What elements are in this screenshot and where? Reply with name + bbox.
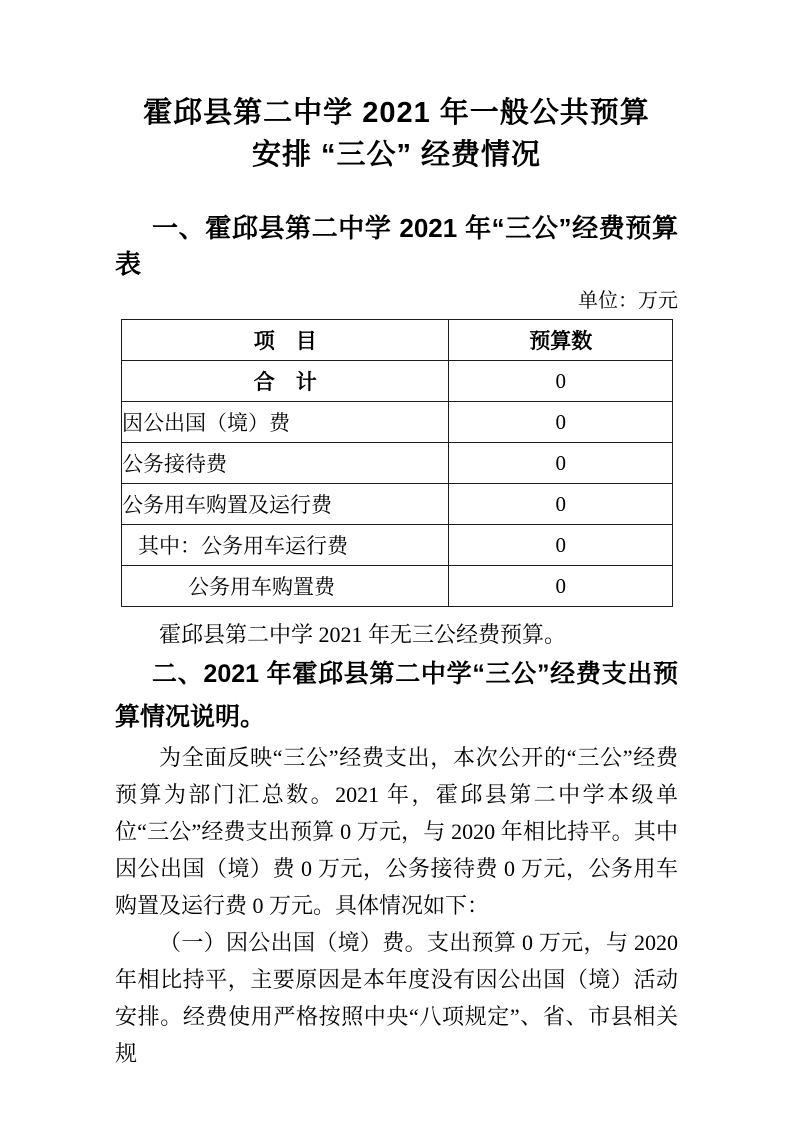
table-cell-item: 其中：公务用车运行费 bbox=[122, 525, 449, 566]
table-row bbox=[122, 525, 673, 566]
table-row bbox=[122, 443, 673, 484]
document-title-line1: 霍邱县第二中学 2021 年一般公共预算 bbox=[143, 97, 650, 129]
section2-heading: 二、2021 年霍邱县第二中学“三公”经费支出预算情况说明。 bbox=[115, 660, 678, 731]
table-cell-value: 0 bbox=[449, 566, 673, 607]
table-cell-item: 公务用车购置及运行费 bbox=[122, 484, 449, 525]
table-cell-value: 0 bbox=[449, 525, 673, 566]
table-cell-item: 因公出国（境）费 bbox=[122, 402, 449, 443]
budget-table bbox=[121, 319, 673, 607]
table-row bbox=[122, 361, 673, 402]
document-title bbox=[115, 92, 678, 176]
table-note-paragraph: 霍邱县第二中学 2021 年无三公经费预算。 bbox=[159, 622, 567, 647]
table-row bbox=[122, 484, 673, 525]
table-row bbox=[122, 566, 673, 607]
table-cell-value: 0 bbox=[449, 443, 673, 484]
table-header-value: 预算数 bbox=[449, 320, 673, 361]
document-content bbox=[115, 0, 678, 1072]
table-header-row bbox=[122, 320, 673, 361]
table-cell-value: 0 bbox=[449, 484, 673, 525]
table-cell-item: 公务接待费 bbox=[122, 443, 449, 484]
section2-paragraph-1: 为全面反映“三公”经费支出，本次公开的“三公”经费预算为部门汇总数。2021 年，霍邱县第二中学本级单位“三公”经费支出预算 0 万元，与 2020 年相比持平。其中因公出国（境）费 0 万元，公务接待费 0 万元，公务用车购置及运行费 0 万元。具体情况如下： bbox=[115, 745, 678, 918]
table-cell-item: 公务用车购置费 bbox=[122, 566, 449, 607]
document-title-line2: 安排 “三公” 经费情况 bbox=[251, 139, 542, 171]
table-cell-value: 0 bbox=[449, 361, 673, 402]
table-cell-value: 0 bbox=[449, 402, 673, 443]
table-row bbox=[122, 402, 673, 443]
section1-heading: 一、霍邱县第二中学 2021 年“三公”经费预算表 bbox=[115, 213, 678, 279]
table-unit-label: 单位：万元 bbox=[578, 290, 678, 312]
table-header-item: 项 目 bbox=[122, 320, 449, 361]
table-cell-item: 合 计 bbox=[122, 361, 449, 402]
section2-paragraph-2: （一）因公出国（境）费。支出预算 0 万元，与 2020 年相比持平，主要原因是本年度没有因公出国（境）活动安排。经费使用严格按照中央“八项规定”、省、市县相关规 bbox=[115, 930, 678, 1066]
